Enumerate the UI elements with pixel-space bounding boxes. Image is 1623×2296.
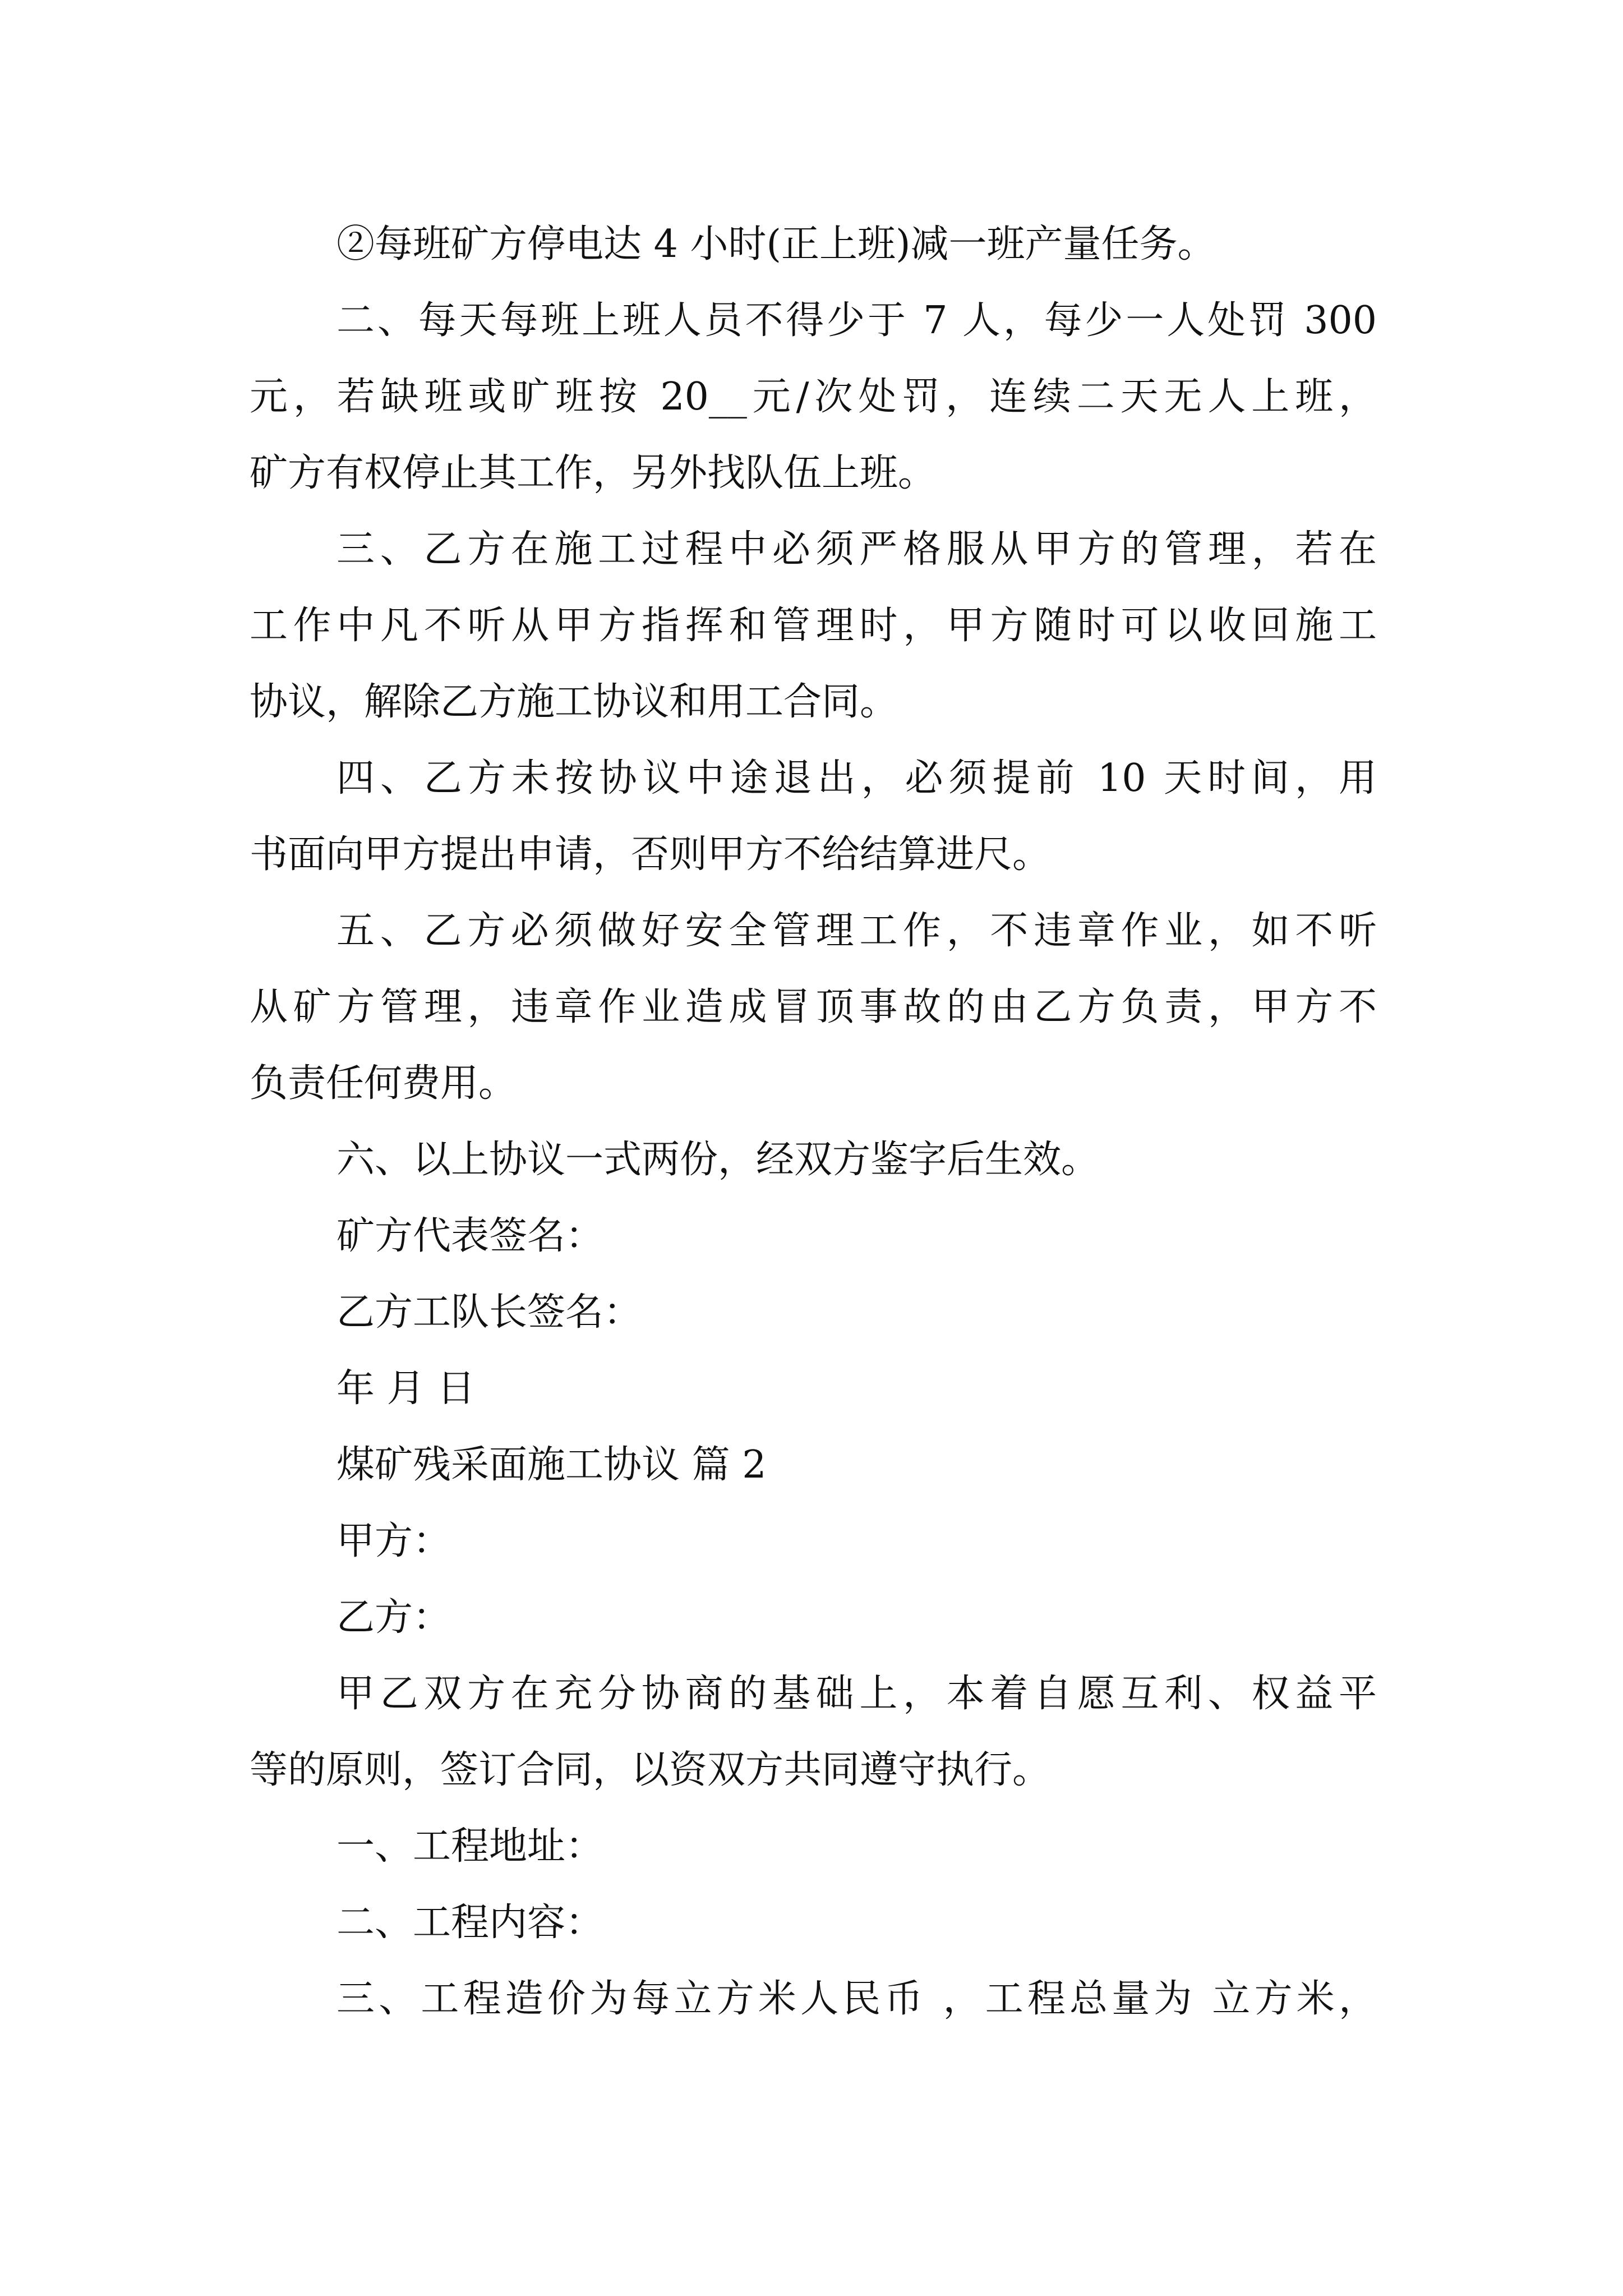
project-address-field: 一、工程地址： — [336, 1824, 604, 1869]
clause-4-line-2: 书面向甲方提出申请，否则甲方不给结算进尺。 — [250, 832, 1051, 877]
preamble-line-1: 甲乙双方在充分协商的基础上，本着自愿互利、权益平 — [336, 1672, 1377, 1716]
clause-2-line-3: 矿方有权停止其工作，另外找队伍上班。 — [250, 451, 937, 495]
clause-3-line-3: 协议，解除乙方施工协议和用工合同。 — [250, 680, 898, 724]
clause-2-line-1: 二、每天每班上班人员不得少于 7 人，每少一人处罚 300 — [336, 298, 1377, 343]
clause-power-outage: ②每班矿方停电达 4 小时(正上班)减一班产量任务。 — [336, 222, 1216, 266]
clause-6: 六、以上协议一式两份，经双方鉴字后生效。 — [336, 1138, 1100, 1182]
clause-3-line-1: 三、乙方在施工过程中必须严格服从甲方的管理，若在 — [336, 527, 1377, 572]
clause-5-line-2: 从矿方管理，违章作业造成冒顶事故的由乙方负责，甲方不 — [250, 985, 1377, 1029]
mine-representative-signature: 矿方代表签名： — [336, 1214, 604, 1258]
clause-5-line-3: 负责任何费用。 — [250, 1061, 517, 1106]
party-a-field: 甲方： — [336, 1519, 451, 1563]
document-body — [250, 206, 1377, 2037]
clause-5-line-1: 五、乙方必须做好安全管理工作，不违章作业，如不听 — [336, 909, 1377, 953]
team-leader-signature: 乙方工队长签名： — [336, 1290, 642, 1335]
party-b-field: 乙方： — [336, 1595, 451, 1640]
clause-4-line-1: 四、乙方未按协议中途退出，必须提前 10 天时间，用 — [336, 756, 1377, 800]
project-cost-clause: 三、工程造价为每立方米人民币 ，工程总量为 立方米， — [336, 1977, 1377, 2021]
clause-2-line-2: 元，若缺班或旷班按 20__元/次处罚，连续二天无人上班， — [250, 375, 1377, 419]
clause-3-line-2: 工作中凡不听从甲方指挥和管理时，甲方随时可以收回施工 — [250, 604, 1377, 648]
agreement-2-title: 煤矿残采面施工协议 篇 2 — [336, 1443, 767, 1487]
preamble-line-2: 等的原则，签订合同，以资双方共同遵守执行。 — [250, 1748, 1051, 1792]
project-content-field: 二、工程内容： — [336, 1901, 604, 1945]
signature-date: 年 月 日 — [336, 1366, 476, 1411]
